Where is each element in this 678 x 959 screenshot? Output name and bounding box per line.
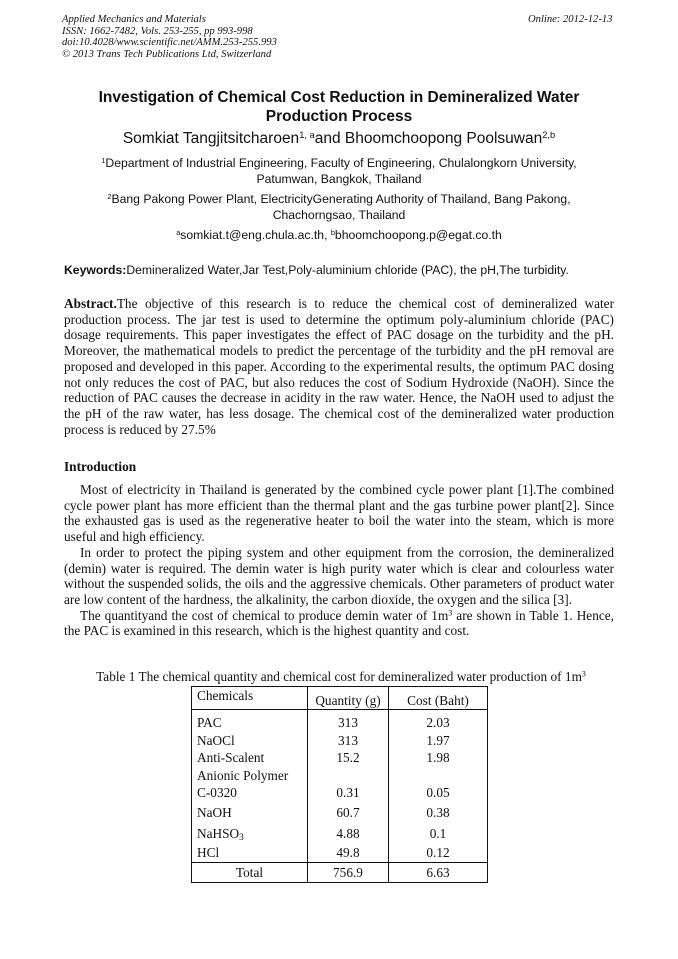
- table-row: [192, 749, 488, 767]
- keywords: [64, 262, 624, 278]
- author-line: [60, 129, 618, 148]
- cell-cost: 0.12: [389, 844, 488, 862]
- cell-chemical: [192, 824, 308, 844]
- table-row: [192, 784, 488, 802]
- table-row: [192, 710, 488, 732]
- intro-paragraph-3: [64, 608, 614, 639]
- cell-chemical: NaOH: [192, 802, 308, 824]
- email-a[interactable]: somkiat.t@eng.chula.ac.th,: [180, 228, 331, 242]
- table-row: [192, 844, 488, 862]
- title-line-2: Production Process: [265, 108, 413, 125]
- author-1-sup: 1, a: [299, 129, 315, 140]
- table-1-caption-text: Table 1 The chemical quantity and chemical cost for demineralized water production of 1m: [96, 669, 582, 684]
- author-2-sup: 2,b: [542, 129, 556, 140]
- email-b-sup: b: [330, 227, 335, 237]
- cell-quantity: 4.88: [308, 824, 389, 844]
- affiliation-1-line-2: Patumwan, Bangkok, Thailand: [256, 172, 422, 186]
- issn-line: ISSN: 1662-7482, Vols. 253-255, pp 993-998: [62, 25, 253, 37]
- affiliation-2-line-1: Bang Pakong Power Plant, ElectricityGenerating Authority of Thailand, Bang Pakong,: [111, 192, 571, 206]
- table-row: [192, 732, 488, 750]
- cell-cost: [389, 767, 488, 785]
- cell-cost: 0.05: [389, 784, 488, 802]
- cell-chemical: HCl: [192, 844, 308, 862]
- cell-cost: 2.03: [389, 710, 488, 732]
- cell-chemical: NaOCl: [192, 732, 308, 750]
- author-1: Somkiat Tangjitsitcharoen: [122, 130, 300, 147]
- table-1-caption-sup: 3: [581, 669, 586, 679]
- copyright-line: © 2013 Trans Tech Publications Ltd, Switzerland: [62, 48, 272, 60]
- email-line: [60, 227, 618, 243]
- cell-cost: 1.97: [389, 732, 488, 750]
- cell-total-quantity: 756.9: [308, 862, 389, 882]
- cell-quantity: 0.31: [308, 784, 389, 802]
- header-quantity: Quantity (g): [308, 687, 389, 710]
- header-chemicals: Chemicals: [192, 687, 308, 710]
- abstract-text: The objective of this research is to reduce the chemical cost of demineralized water production process. The jar test is used to determine the optimum poly-aluminium chloride (PAC) dosage requirements. This paper investigates the effect of PAC dosage on the turbidity and the pH. Moreover, the mathematical models to predict the percentage of the turbidity and the pH removal are proposed and developed in this paper. According to the experimental results, the optimum PAC dosing not only reduces the cost of PAC, but also reduces the cost of Sodium Hydroxide (NaOH). Since the reduction of PAC causes the decrease in acidity in the raw water. Hence, the NaOH used to adjust the the pH of the raw water, has less dosage. The chemical cost of the demineralized water production process is reduced by 27.5%: [64, 296, 614, 437]
- introduction-heading: Introduction: [64, 459, 137, 474]
- table-row: [192, 767, 488, 785]
- affiliation-2-sup: 2: [107, 191, 112, 201]
- affiliation-1-line-1: Department of Industrial Engineering, Faculty of Engineering, Chulalongkorn University,: [105, 156, 577, 170]
- cell-quantity: 313: [308, 732, 389, 750]
- table-header-row: [192, 687, 488, 710]
- cell-quantity: 15.2: [308, 749, 389, 767]
- cell-total-cost: 6.63: [389, 862, 488, 882]
- journal-header: [62, 14, 277, 60]
- journal-name: Applied Mechanics and Materials: [62, 14, 206, 25]
- keywords-label: Keywords:: [64, 263, 127, 277]
- cell-cost: 1.98: [389, 749, 488, 767]
- email-b[interactable]: bhoomchoopong.p@egat.co.th: [334, 228, 502, 242]
- cell-cost: 0.1: [389, 824, 488, 844]
- table-row: [192, 802, 488, 824]
- online-date: Online: 2012-12-13: [528, 14, 613, 25]
- email-a-sup: a: [176, 227, 181, 237]
- doi-line: doi:10.4028/www.scientific.net/AMM.253-255.993: [62, 37, 277, 49]
- intro-p3-sup: 3: [448, 608, 453, 618]
- intro-p3-part-1: The quantityand the cost of chemical to produce demin water of 1m: [80, 607, 449, 623]
- chemical-cost-table: [191, 686, 488, 883]
- affiliation-1-sup: 1: [101, 155, 106, 165]
- cell-chemical: C-0320: [192, 784, 308, 802]
- paper-title: [60, 88, 618, 126]
- intro-p3-part-2: are shown in Table 1. Hence, the PAC is examined in this research, which is the highest quantity and cost.: [64, 607, 614, 639]
- cell-chemical-sub: 3: [239, 832, 244, 843]
- cell-quantity: 60.7: [308, 802, 389, 824]
- cell-quantity: 49.8: [308, 844, 389, 862]
- intro-paragraph-2: In order to protect the piping system and other equipment from the corrosion, the demineralized (demin) water is required. The demin water is high purity water which is clear and colourless water without the suspended solids, the oils and the aggressive chemicals. Other parameters of product water are low content of the hardness, the alkalinity, the carbon dioxide, the oxygen and the silica [3].: [64, 544, 614, 607]
- cell-chemical: Anti-Scalent: [192, 749, 308, 767]
- table-total-row: [192, 862, 488, 882]
- table-row: [192, 824, 488, 844]
- cell-chemical: PAC: [192, 710, 308, 732]
- affiliation-2-line-2: Chachorngsao, Thailand: [272, 208, 406, 222]
- keywords-text: Demineralized Water,Jar Test,Poly-aluminium chloride (PAC), the pH,The turbidity.: [126, 263, 569, 277]
- table-1-caption: [60, 669, 622, 685]
- cell-chemical-text: NaHSO: [197, 825, 240, 841]
- affiliation-2: [60, 191, 618, 223]
- cell-quantity: 313: [308, 710, 389, 732]
- cell-chemical: Anionic Polymer: [192, 767, 308, 785]
- title-line-1: Investigation of Chemical Cost Reduction in Demineralized Water: [98, 89, 580, 106]
- cell-cost: 0.38: [389, 802, 488, 824]
- cell-total-label: Total: [192, 862, 308, 882]
- abstract: [64, 296, 614, 437]
- author-2: and Bhoomchoopong Poolsuwan: [314, 130, 543, 147]
- header-cost: Cost (Baht): [389, 687, 488, 710]
- cell-quantity: [308, 767, 389, 785]
- introduction-body: [64, 482, 614, 639]
- intro-paragraph-1: Most of electricity in Thailand is generated by the combined cycle power plant [1].The combined cycle power plant has more efficient than the thermal plant and the gas turbine power plant[2]. Since the exhausted gas is used as the regenerative heater to boil the water into the steam, which is more useful and high efficiency.: [64, 482, 614, 545]
- abstract-label: Abstract.: [64, 296, 117, 311]
- affiliation-1: [60, 155, 618, 187]
